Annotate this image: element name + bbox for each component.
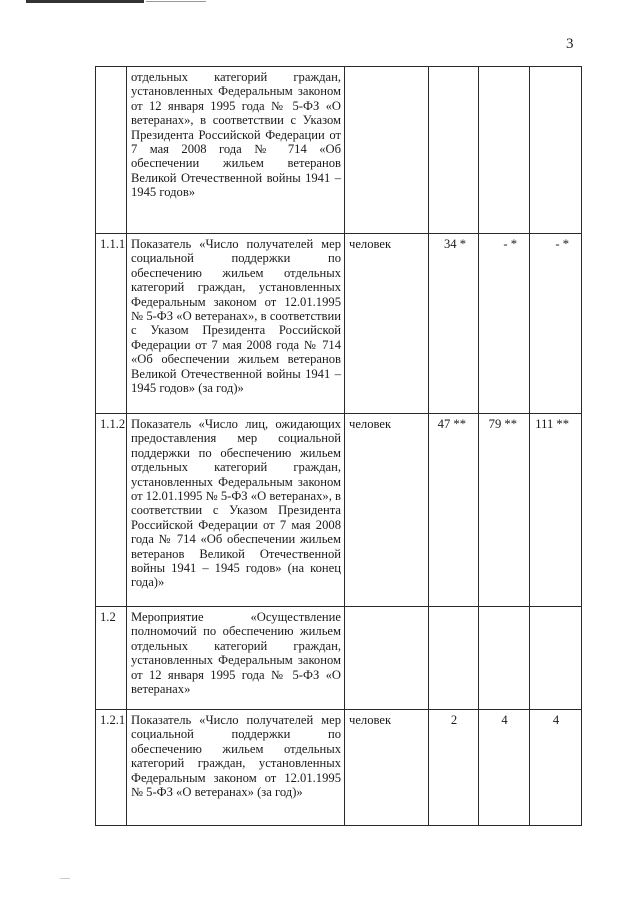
- row-value-year3: - *: [530, 234, 582, 414]
- table-row: [96, 67, 582, 234]
- row-value-year2: [479, 67, 530, 234]
- table-row: [96, 414, 582, 607]
- row-value-year1: 34 *: [429, 234, 479, 414]
- row-unit: человек: [345, 710, 429, 826]
- row-description: Показатель «Число лиц, ожидающих предоставления мер социальной поддержки по обеспечению жильем отдельных категорий граждан, установленных Федеральным законом от 12.01.1995 № 5-ФЗ «О ветеранах», в соответствии с Указом Президента Российской Федерации от 7 мая 2008 года № 714 «Об обеспечении жильем ветеранов Великой Отечественной войны 1941 – 1945 годов» (на конец года)»: [127, 414, 345, 607]
- row-value-year3: [530, 67, 582, 234]
- row-value-year3: [530, 607, 582, 710]
- page-number: 3: [566, 36, 574, 52]
- row-description: отдельных категорий граждан, установленных Федеральным законом от 12 января 1995 года № 5-ФЗ «О ветеранах», в соответствии с Указом Президента Российской Федерации от 7 мая 2008 года № 714 «Об обеспечении жильем ветеранов Великой Отечественной войны 1941 – 1945 годов»: [127, 67, 345, 234]
- top-scan-line: [26, 0, 144, 3]
- row-value-year2: - *: [479, 234, 530, 414]
- row-value-year2: 4: [479, 710, 530, 826]
- row-number: 1.1.2: [96, 414, 127, 607]
- table-row: [96, 234, 582, 414]
- row-description: Показатель «Число получателей мер социальной поддержки по обеспечению жильем отдельных категорий граждан, установленных Федеральным законом от 12.01.1995 № 5-ФЗ «О ветеранах», в соответствии с Указом Президента Российской Федерации от 7 мая 2008 года № 714 «Об обеспечении жильем ветеранов Великой Отечественной войны 1941 – 1945 годов» (за год)»: [127, 234, 345, 414]
- row-value-year2: [479, 607, 530, 710]
- table-row: [96, 710, 582, 826]
- row-number: 1.2.1: [96, 710, 127, 826]
- top-scan-line-faint: [146, 1, 206, 2]
- row-value-year1: 47 **: [429, 414, 479, 607]
- scan-artifact: [60, 878, 70, 879]
- table-row: [96, 607, 582, 710]
- row-value-year1: 2: [429, 710, 479, 826]
- row-value-year1: [429, 607, 479, 710]
- row-value-year1: [429, 67, 479, 234]
- row-value-year3: 111 **: [530, 414, 582, 607]
- row-unit: [345, 67, 429, 234]
- row-value-year3: 4: [530, 710, 582, 826]
- row-number: 1.2: [96, 607, 127, 710]
- row-description: Показатель «Число получателей мер социальной поддержки по обеспечению жильем отдельных категорий граждан, установленных Федеральным законом от 12.01.1995 № 5-ФЗ «О ветеранах» (за год)»: [127, 710, 345, 826]
- row-unit: человек: [345, 234, 429, 414]
- row-number: 1.1.1: [96, 234, 127, 414]
- row-unit: [345, 607, 429, 710]
- row-number: [96, 67, 127, 234]
- row-value-year2: 79 **: [479, 414, 530, 607]
- indicators-table: [95, 66, 582, 826]
- row-unit: человек: [345, 414, 429, 607]
- row-description: Мероприятие «Осуществление полномочий по обеспечению жильем отдельных категорий граждан, установленных Федеральным законом от 12 января 1995 года № 5-ФЗ «О ветеранах»: [127, 607, 345, 710]
